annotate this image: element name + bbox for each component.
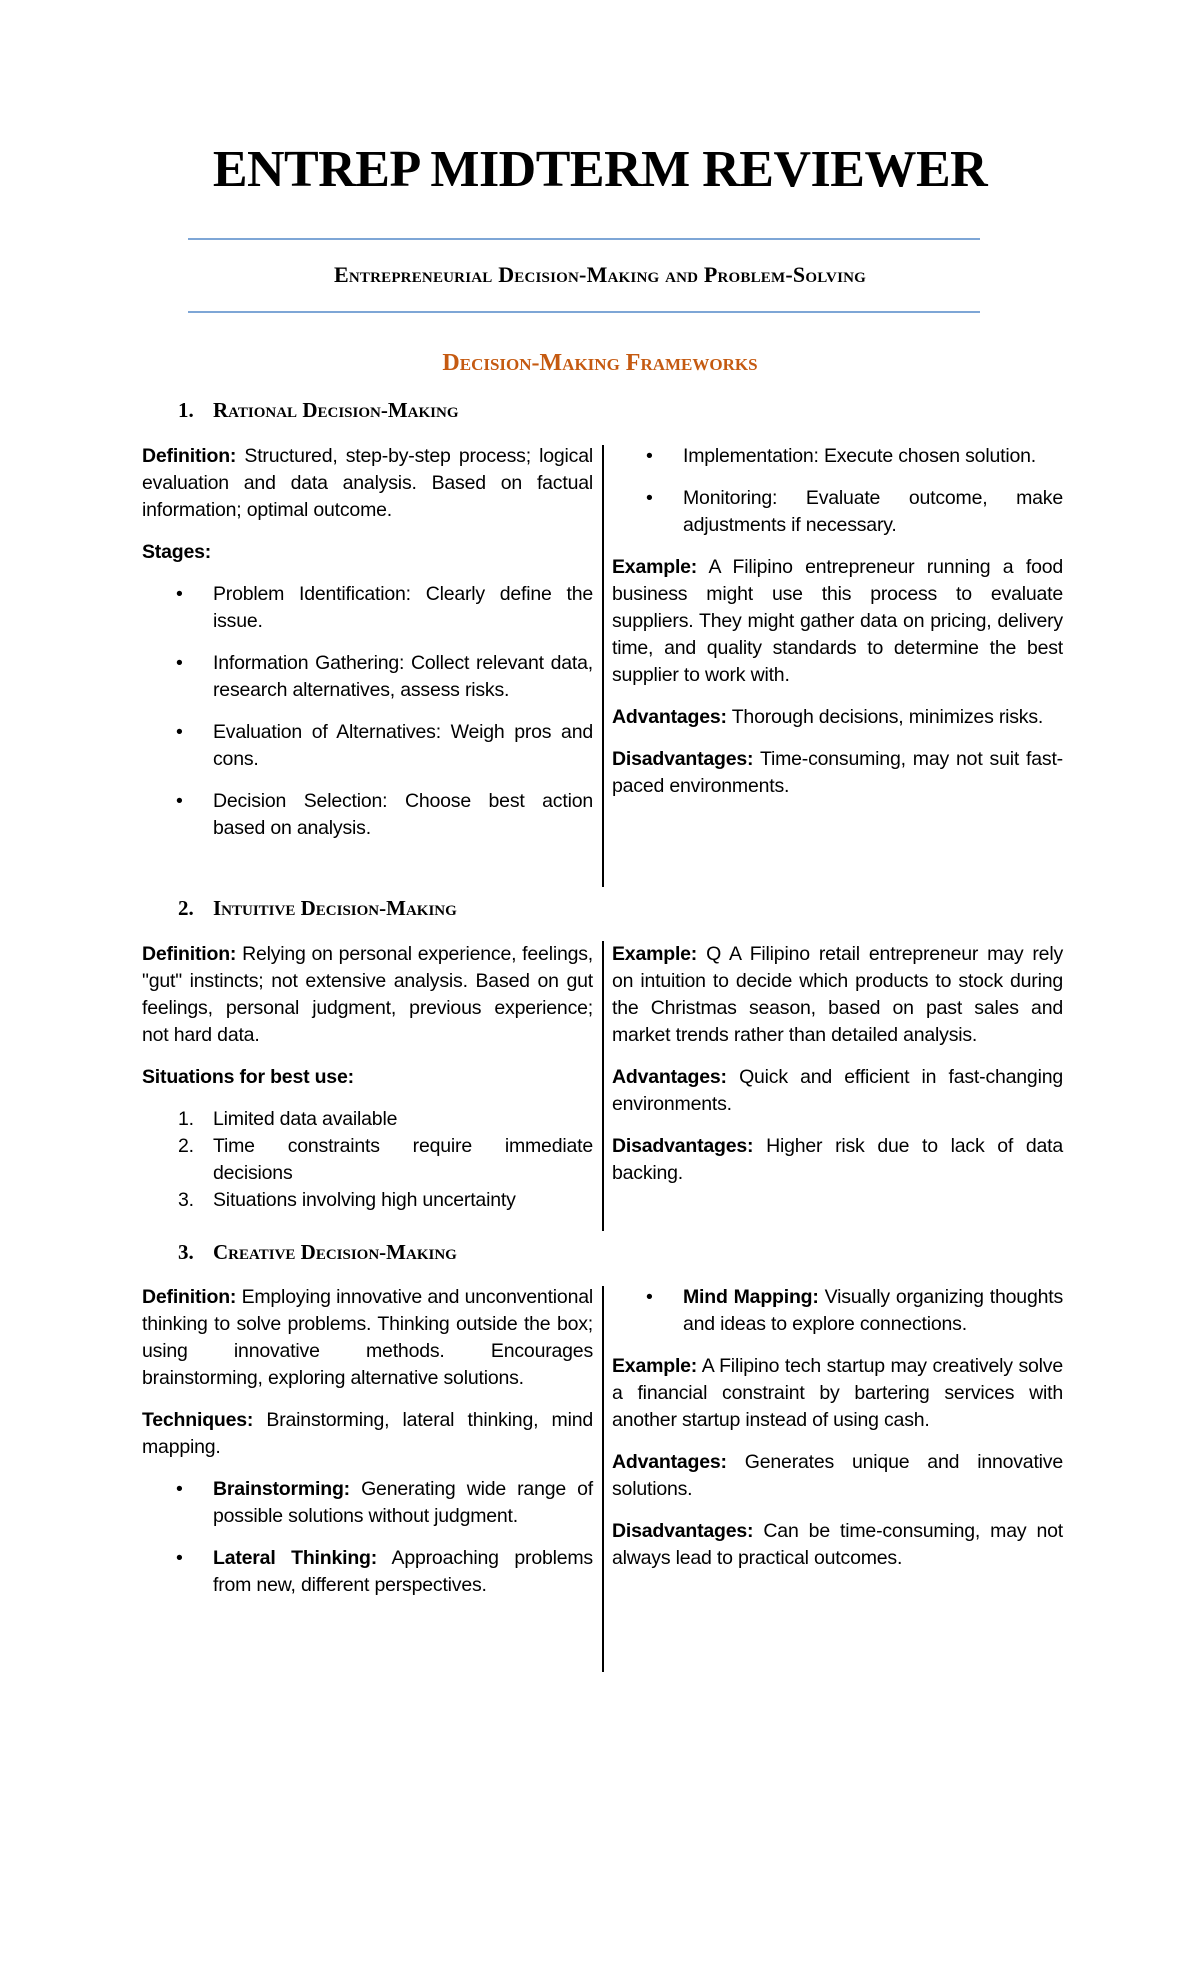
list-item-text: Decision Selection: Choose best action based on analysis.: [213, 790, 593, 839]
technique-text: Approaching problems from new, different perspectives.: [213, 1547, 593, 1596]
example-text: A Filipino entrepreneur running a food business might use this process to evaluate suppliers. They might gather data on pricing, delivery time, and quality standards to determine the best supplier to work with.: [612, 556, 1063, 686]
disadvantages: [612, 1518, 1063, 1572]
technique-text: Generating wide range of possible solutions without judgment.: [213, 1478, 593, 1527]
list-item: [142, 1187, 593, 1214]
creative-left-column: [142, 1284, 593, 1614]
example: [612, 554, 1063, 689]
list-item: [142, 650, 593, 704]
definition-label: Definition:: [142, 1286, 237, 1308]
techniques-text: Brainstorming, lateral thinking, mind mapping.: [142, 1409, 593, 1458]
section-number: 3.: [178, 1240, 194, 1264]
definition-text: Structured, step-by-step process; logical evaluation and data analysis. Based on factual information; optimal outcome.: [142, 445, 593, 521]
column-divider: [602, 1286, 604, 1672]
advantages-label: Advantages:: [612, 706, 727, 728]
section-heading-creative: [178, 1240, 457, 1265]
bullet-icon: •: [176, 583, 183, 605]
stages-list: [142, 581, 593, 842]
list-item-text: Implementation: Execute chosen solution.: [683, 445, 1036, 467]
techniques-list-continued: [612, 1284, 1063, 1338]
advantages-text: Quick and efficient in fast-changing environments.: [612, 1066, 1063, 1115]
list-item: [142, 788, 593, 842]
section-title: Rational Decision-Making: [213, 398, 459, 422]
list-number: 2.: [178, 1135, 194, 1157]
column-divider: [602, 941, 604, 1231]
section-heading-rational: [178, 398, 459, 423]
bullet-icon: •: [176, 1478, 183, 1500]
disadvantages: [612, 1133, 1063, 1187]
intuitive-right-column: [612, 941, 1063, 1202]
list-item-text: Evaluation of Alternatives: Weigh pros and cons.: [213, 721, 593, 770]
stages-label: [142, 539, 593, 566]
technique-label: Brainstorming:: [213, 1478, 350, 1500]
technique-label: Lateral Thinking:: [213, 1547, 378, 1569]
example: [612, 1353, 1063, 1434]
advantages-text: Thorough decisions, minimizes risks.: [731, 706, 1044, 728]
example-label: Example:: [612, 556, 698, 578]
disadvantages: [612, 746, 1063, 800]
list-item: [142, 581, 593, 635]
divider-rule: [188, 311, 980, 313]
definition: [142, 941, 593, 1049]
advantages-label: Advantages:: [612, 1066, 727, 1088]
situations-label: [142, 1064, 593, 1091]
section-title: Intuitive Decision-Making: [213, 896, 457, 920]
example-text: A Filipino tech startup may creatively solve a financial constraint by bartering services with another startup instead of using cash.: [612, 1355, 1063, 1431]
list-item-text: Problem Identification: Clearly define the issue.: [213, 583, 593, 632]
list-item: [612, 485, 1063, 539]
techniques: [142, 1407, 593, 1461]
disadvantages-label: Disadvantages:: [612, 1520, 754, 1542]
advantages: [612, 704, 1063, 731]
definition: [142, 1284, 593, 1392]
bullet-icon: •: [176, 652, 183, 674]
list-number: 1.: [178, 1108, 194, 1130]
list-item: [142, 719, 593, 773]
section-number: 2.: [178, 896, 194, 920]
advantages: [612, 1064, 1063, 1118]
list-item: [142, 1133, 593, 1187]
advantages-text: Generates unique and innovative solutions.: [612, 1451, 1063, 1500]
disadvantages-text: Time-consuming, may not suit fast-paced environments.: [612, 748, 1063, 797]
divider-rule: [188, 238, 980, 240]
situations-list: [142, 1106, 593, 1214]
list-item: [142, 1545, 593, 1599]
advantages: [612, 1449, 1063, 1503]
disadvantages-text: Can be time-consuming, may not always lead to practical outcomes.: [612, 1520, 1063, 1569]
list-item: [142, 1476, 593, 1530]
bullet-icon: •: [176, 1547, 183, 1569]
definition-text: Employing innovative and unconventional thinking to solve problems. Thinking outside the box; using innovative methods. Encourages brainstorming, exploring alternative solutions.: [142, 1286, 593, 1389]
stages-list-continued: [612, 443, 1063, 539]
stages-label-text: Stages:: [142, 541, 212, 563]
document-title: ENTREP MIDTERM REVIEWER: [212, 141, 988, 198]
bullet-icon: •: [646, 445, 653, 467]
technique-text: Visually organizing thoughts and ideas to explore connections.: [683, 1286, 1063, 1335]
creative-right-column: [612, 1284, 1063, 1587]
bullet-icon: •: [646, 487, 653, 509]
technique-label: Mind Mapping:: [683, 1286, 819, 1308]
document-subtitle: Entrepreneurial Decision-Making and Problem-Solving: [333, 262, 867, 287]
example-label: Example:: [612, 943, 698, 965]
bullet-icon: •: [646, 1286, 653, 1308]
list-item: [142, 1106, 593, 1133]
column-divider: [602, 445, 604, 887]
example-label: Example:: [612, 1355, 698, 1377]
frameworks-heading: Decision-Making Frameworks: [442, 350, 758, 376]
advantages-label: Advantages:: [612, 1451, 727, 1473]
bullet-icon: •: [176, 790, 183, 812]
list-item-text: Information Gathering: Collect relevant data, research alternatives, assess risks.: [213, 652, 593, 701]
rational-left-column: [142, 443, 593, 857]
definition-text: Relying on personal experience, feelings, "gut" instincts; not extensive analysis. Based on gut feelings, personal judgment, previous experience; not hard data.: [142, 943, 594, 1046]
definition: [142, 443, 593, 524]
disadvantages-text: Higher risk due to lack of data backing.: [612, 1135, 1063, 1184]
list-item-text: Monitoring: Evaluate outcome, make adjustments if necessary.: [683, 487, 1063, 536]
disadvantages-label: Disadvantages:: [612, 748, 754, 770]
list-item-text: Situations involving high uncertainty: [213, 1189, 516, 1211]
situations-label-text: Situations for best use:: [142, 1066, 354, 1088]
intuitive-left-column: [142, 941, 593, 1229]
section-title: Creative Decision-Making: [213, 1240, 457, 1264]
example: [612, 941, 1063, 1049]
rational-right-column: [612, 443, 1063, 815]
section-number: 1.: [178, 398, 194, 422]
section-heading-intuitive: [178, 896, 457, 921]
list-item: [612, 443, 1063, 470]
techniques-label: Techniques:: [142, 1409, 254, 1431]
list-item-text: Limited data available: [213, 1108, 398, 1130]
list-number: 3.: [178, 1189, 194, 1211]
example-text: Q A Filipino retail entrepreneur may rely on intuition to decide which products to stock during the Christmas season, based on past sales and market trends rather than detailed analysis.: [612, 943, 1064, 1046]
bullet-icon: •: [176, 721, 183, 743]
list-item-text: Time constraints require immediate decisions: [213, 1135, 593, 1184]
list-item: [612, 1284, 1063, 1338]
definition-label: Definition:: [142, 943, 237, 965]
definition-label: Definition:: [142, 445, 237, 467]
disadvantages-label: Disadvantages:: [612, 1135, 754, 1157]
techniques-list: [142, 1476, 593, 1599]
